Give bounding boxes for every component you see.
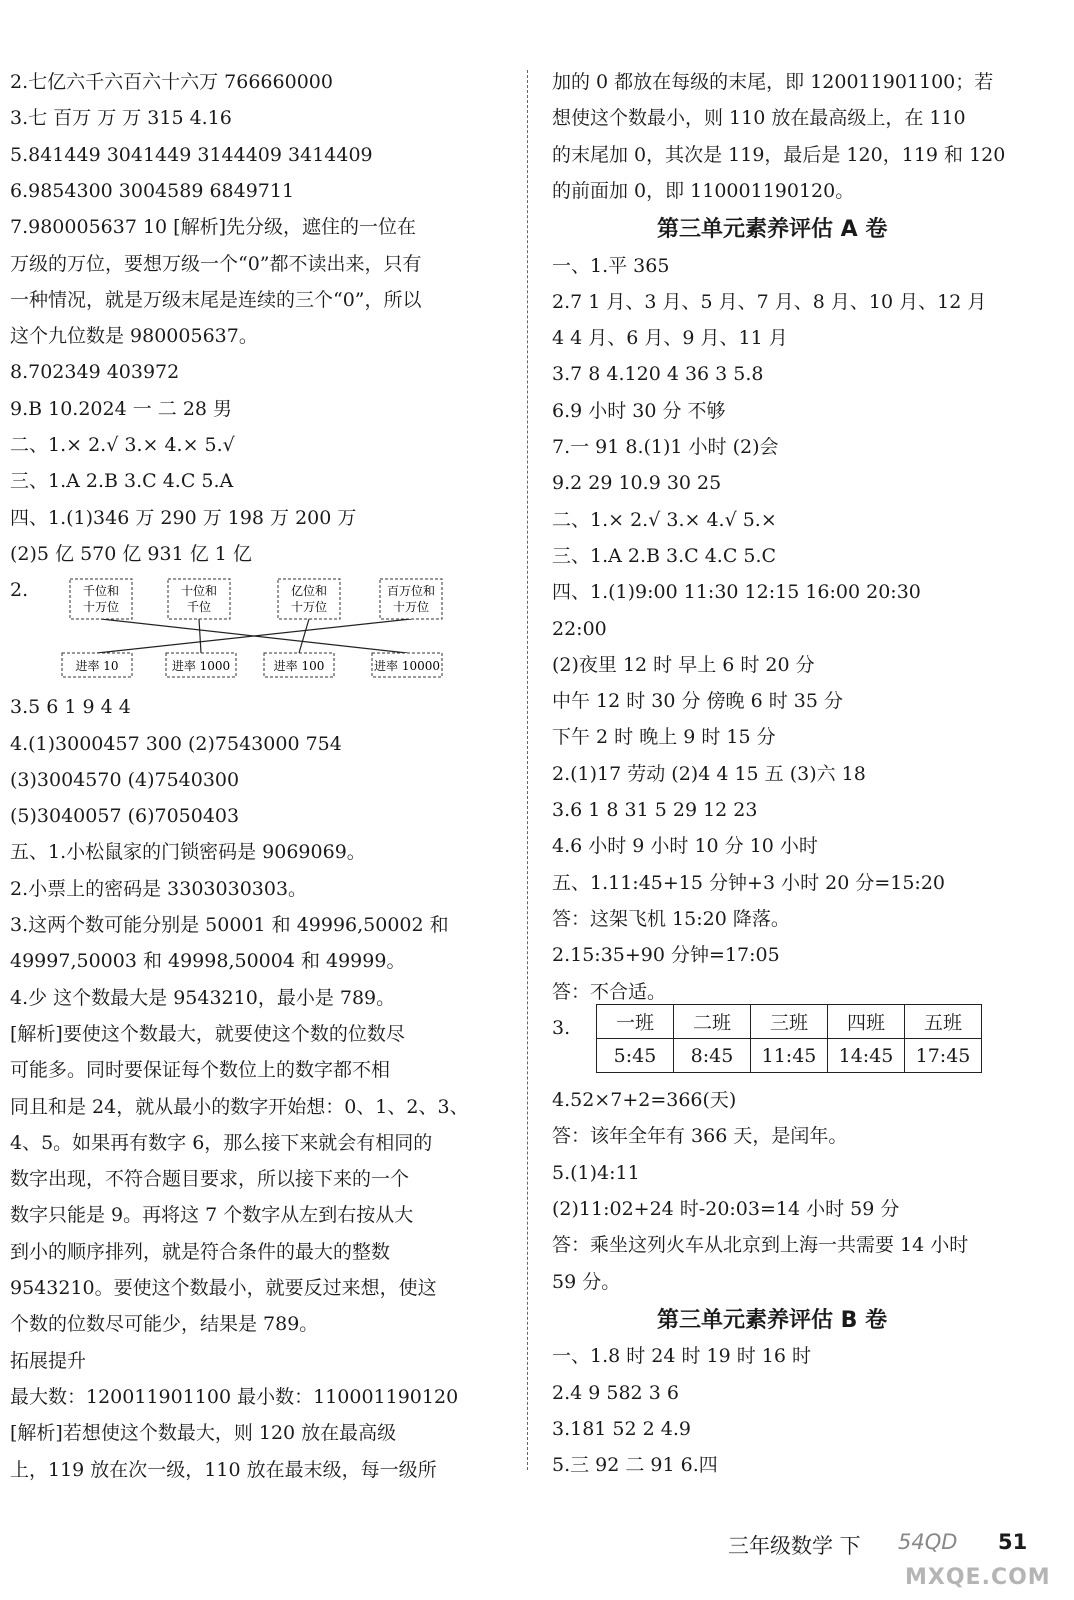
page-number: 51 [998, 1530, 1028, 1554]
answer-line: 22:00 [552, 617, 607, 640]
answer-line: 的前面加 0，即 110001190120。 [552, 179, 855, 202]
answer-line: (3)3004570 (4)7540300 [10, 768, 240, 791]
answer-line: 三、1.A 2.B 3.C 4.C 5.A [10, 470, 234, 493]
table-header-cell: 一班 [597, 1005, 674, 1039]
answer-line: 6.9854300 3004589 6849711 [10, 179, 295, 202]
table-cell: 8:45 [674, 1039, 751, 1073]
answer-line: 2.4 9 582 3 6 [552, 1381, 679, 1404]
answer-line: 5.三 92 二 91 6.四 [552, 1454, 718, 1477]
answer-line: 49997,50003 和 49998,50004 和 49999。 [10, 950, 406, 973]
match-line [199, 619, 201, 653]
answer-line: 一种情况，就是万级末尾是连续的三个“0”，所以 [10, 288, 422, 311]
answer-line: 个数的位数尽可能少，结果是 789。 [10, 1313, 319, 1336]
answer-line: 9543210。要使这个数最小，就要反过来想，使这 [10, 1277, 437, 1299]
answer-line: 答：这架飞机 15:20 降落。 [552, 907, 790, 930]
answer-line: 6.9 小时 30 分 不够 [552, 399, 726, 422]
answer-line: 2.15:35+90 分钟=17:05 [552, 944, 780, 967]
bottom-boxes [62, 653, 442, 677]
answer-line: 3.这两个数可能分别是 50001 和 49996,50002 和 [10, 914, 449, 936]
top-box-label: 十位和 [180, 584, 218, 598]
top-box-label: 亿位和 [290, 584, 328, 598]
top-box-label: 十万位 [392, 600, 430, 614]
answer-line: 3.7 8 4.120 4 36 3 5.8 [552, 363, 764, 386]
class-time-table [596, 1004, 982, 1073]
answer-line: 5.(1)4:11 [552, 1161, 640, 1184]
table-cell: 5:45 [597, 1039, 674, 1073]
answer-line: 3. [552, 1016, 571, 1039]
answer-line: 加的 0 都放在每级的末尾，即 120011901100；若 [552, 71, 994, 93]
answer-line: 下午 2 时 晚上 9 时 15 分 [552, 726, 776, 749]
answer-line: 2.7 1 月、3 月、5 月、7 月、8 月、10 月、12 月 [552, 290, 987, 313]
answer-line: 8.702349 403972 [10, 361, 180, 384]
bottom-box-label: 进率 1000 [171, 659, 231, 673]
answer-line: 二、1.× 2.√ 3.× 4.× 5.√ [10, 434, 235, 456]
answer-line: 3.七 百万 万 万 315 4.16 [10, 107, 232, 130]
answer-line: 4 4 月、6 月、9 月、11 月 [552, 327, 788, 350]
answer-line: 答：乘坐这列火车从北京到上海一共需要 14 小时 [552, 1234, 969, 1257]
answer-line: 最大数：120011901100 最小数：110001190120 [10, 1385, 459, 1408]
answer-line: (2)11:02+24 时-20:03=14 小时 59 分 [552, 1198, 900, 1220]
answer-line: 到小的顺序排列，就是符合条件的最大的整数 [10, 1240, 391, 1263]
answer-line: 数字只能是 9。再将这 7 个数字从左到右按从大 [10, 1204, 414, 1227]
answer-line: [解析]要使这个数最大，就要使这个数的位数尽 [10, 1022, 405, 1045]
answer-line: 2.小票上的密码是 3303030303。 [10, 877, 308, 900]
section-heading-b: 第三单元素养评估 B 卷 [657, 1307, 888, 1333]
table-cell: 17:45 [905, 1039, 982, 1073]
answer-line: 4.6 小时 9 小时 10 分 10 小时 [552, 835, 818, 858]
answer-line: 4、5。如果再有数字 6，那么接下来就会有相同的 [10, 1131, 433, 1154]
answer-line: 7.一 91 8.(1)1 小时 (2)会 [552, 436, 779, 458]
answer-line: [解析]若想使这个数最大，则 120 放在最高级 [10, 1422, 397, 1445]
answer-line: 想使这个数最小，则 110 放在最高级上，在 110 [552, 107, 966, 130]
column-divider [527, 70, 528, 1470]
answer-line: 7.980005637 10 [解析]先分级，遮住的一位在 [10, 216, 417, 239]
answer-line: 2. [10, 579, 29, 602]
table-cell: 11:45 [751, 1039, 828, 1073]
bottom-box-label: 进率 10 [75, 659, 119, 673]
matching-lines [97, 619, 411, 653]
answer-line: 数字出现，不符合题目要求，所以接下来的一个 [10, 1168, 410, 1191]
answer-line: 答：不合适。 [552, 980, 667, 1003]
answer-line: (2)5 亿 570 亿 931 亿 1 亿 [10, 542, 252, 565]
answer-line: 一、1.平 365 [552, 254, 670, 277]
table-row [597, 1039, 982, 1073]
answer-line: 三、1.A 2.B 3.C 4.C 5.C [552, 544, 777, 567]
section-heading-a: 第三单元素养评估 A 卷 [657, 217, 888, 243]
top-box-label: 千位和 [82, 584, 120, 598]
answer-line: (5)3040057 (6)7050403 [10, 805, 240, 828]
answer-line: 9.B 10.2024 一 二 28 男 [10, 397, 233, 420]
top-box-label: 百万位和 [386, 584, 436, 598]
answer-line: 五、1.小松鼠家的门锁密码是 9069069。 [10, 841, 366, 864]
top-box-label: 千位 [186, 600, 212, 614]
answer-line: 可能多。同时要保证每个数位上的数字都不相 [10, 1059, 391, 1082]
answer-line: 中午 12 时 30 分 傍晚 6 时 35 分 [552, 690, 843, 713]
answer-line: (2)夜里 12 时 早上 6 时 20 分 [552, 653, 815, 676]
answer-line: 二、1.× 2.√ 3.× 4.√ 5.× [552, 508, 777, 531]
match-line [299, 619, 309, 653]
top-boxes [70, 579, 442, 619]
watermark-logo: MXQE.COM [905, 1565, 1051, 1590]
answer-line: 3.6 1 8 31 5 29 12 23 [552, 799, 758, 821]
answer-line: 一、1.8 时 24 时 19 时 16 时 [552, 1345, 812, 1368]
table-header-cell: 四班 [828, 1005, 905, 1039]
answer-line: 4.少 这个数最大是 9543210，最小是 789。 [10, 986, 396, 1009]
answer-line: 这个九位数是 980005637。 [10, 325, 258, 348]
answer-line: 2.七亿六千六百六十六万 766660000 [10, 71, 333, 93]
table-header-cell: 三班 [751, 1005, 828, 1039]
answer-line: 9.2 29 10.9 30 25 [552, 472, 722, 495]
footer-subject: 三年级数学 下 [728, 1534, 861, 1558]
table-header-cell: 二班 [674, 1005, 751, 1039]
bottom-box-label: 进率 100 [273, 659, 325, 673]
answer-line: 五、1.11:45+15 分钟+3 小时 20 分=15:20 [552, 871, 945, 894]
top-box-label: 十万位 [290, 600, 328, 614]
answer-line: 同且和是 24，就从最小的数字开始想：0、1、2、3、 [10, 1095, 469, 1118]
table-cell: 14:45 [828, 1039, 905, 1073]
answer-line: 3.5 6 1 9 4 4 [10, 696, 131, 719]
answer-line: 万级的万位，要想万级一个“0”都不读出来，只有 [10, 252, 422, 275]
answer-line: 59 分。 [552, 1270, 621, 1293]
answer-line: 4.52×7+2=366(天) [552, 1089, 737, 1112]
answer-line: 3.181 52 2 4.9 [552, 1417, 691, 1440]
footer-code: 54QD [898, 1530, 958, 1554]
bottom-box-label: 进率 10000 [374, 659, 440, 673]
top-box-label: 十万位 [82, 600, 120, 614]
table-header-cell: 五班 [905, 1005, 982, 1039]
answer-line: 的末尾加 0，其次是 119，最后是 120，119 和 120 [552, 143, 1006, 166]
answer-line: 四、1.(1)346 万 290 万 198 万 200 万 [10, 506, 357, 529]
answer-line: 四、1.(1)9:00 11:30 12:15 16:00 20:30 [552, 581, 921, 604]
section-title: 拓展提升 [10, 1349, 87, 1372]
answer-line: 2.(1)17 劳动 (2)4 4 15 五 (3)六 18 [552, 762, 866, 785]
matching-diagram [50, 575, 470, 695]
answer-line: 答：该年全年有 366 天，是闰年。 [552, 1125, 848, 1148]
answer-line: 上，119 放在次一级，110 放在最末级，每一级所 [10, 1458, 437, 1481]
answer-line: 5.841449 3041449 3144409 3414409 [10, 143, 373, 166]
table-header-row [597, 1005, 982, 1039]
answer-line: 4.(1)3000457 300 (2)7543000 754 [10, 732, 342, 755]
